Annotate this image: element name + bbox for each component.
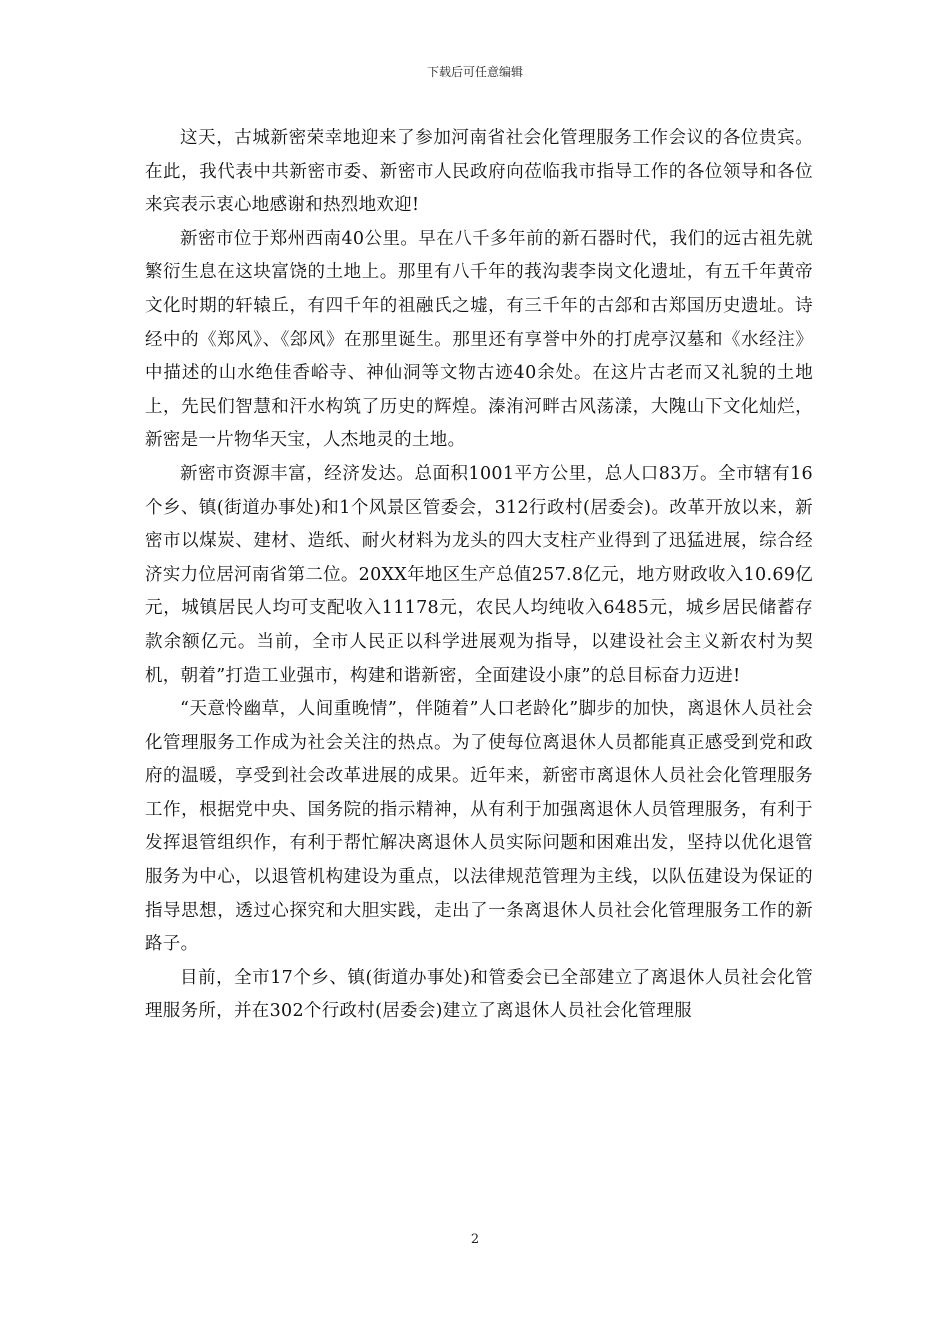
- page-header: 下载后可任意编辑: [426, 65, 523, 79]
- paragraph-economy: 新密市资源丰富，经济发达。总面积1001平方公里，总人口83万。全市辖有16个乡、镇(街道办事处)和1个风景区管委会，312行政村(居委会)。改革开放以来，新密市以煤炭、建材、造纸、耐火材料为龙头的四大支柱产业得到了迅猛进展，综合经济实力位居河南省第二位。20XX年地区生产总值257.8亿元，地方财政收入10.69亿元，城镇居民人均可支配收入11178元，农民人均纯收入6485元，城乡居民储蓄存款余额亿元。当前，全市人民正以科学进展观为指导，以建设社会主义新农村为契机，朝着”打造工业强市，构建和谐新密，全面建设小康”的总目标奋力迈进!: [145, 463, 813, 686]
- paragraph-retiree-service: “天意怜幽草，人间重晚情”，伴随着”人口老龄化”脚步的加快，离退休人员社会化管理服务工作成为社会关注的热点。为了使每位离退休人员都能真正感受到党和政府的温暖，享受到社会改革进展的成果。近年来，新密市离退休人员社会化管理服务工作，根据党中央、国务院的指示精神，从有利于加强离退休人员管理服务，有利于发挥退管组织作，有利于帮忙解决离退休人员实际问题和困难出发，坚持以优化退管服务为中心，以退管机构建设为重点，以法律规范管理为主线，以队伍建设为保证的指导思想，透过心探究和大胆实践，走出了一条离退休人员社会化管理服务工作的新路子。: [145, 699, 813, 955]
- page-number: 2: [470, 1232, 480, 1247]
- document-body: [145, 122, 813, 1029]
- paragraph-current-status: 目前，全市17个乡、镇(街道办事处)和管委会已全部建立了离退休人员社会化管理服务所，并在302个行政村(居委会)建立了离退休人员社会化管理服: [145, 967, 813, 1022]
- paragraph-welcome: 这天，古城新密荣幸地迎来了参加河南省社会化管理服务工作会议的各位贵宾。在此，我代表中共新密市委、新密市人民政府向莅临我市指导工作的各位领导和各位来宾表示衷心地感谢和热烈地欢迎!: [145, 128, 813, 216]
- paragraph-history: 新密市位于郑州西南40公里。早在八千多年前的新石器时代，我们的远古祖先就繁衍生息在这块富饶的土地上。那里有八千年的莪沟裴李岗文化遗址，有五千年黄帝文化时期的轩辕丘，有四千年的祖融氏之墟，有三千年的古郐和古郑国历史遗址。诗经中的《郑风》、《郐风》在那里诞生。那里还有享誉中外的打虎亭汉墓和《水经注》中描述的山水绝佳香峪寺、神仙洞等文物古迹40余处。在这片古老而又礼貌的土地上，先民们智慧和汗水构筑了历史的辉煌。溱洧河畔古风荡漾，大隗山下文化灿烂，新密是一片物华天宝，人杰地灵的土地。: [145, 228, 813, 451]
